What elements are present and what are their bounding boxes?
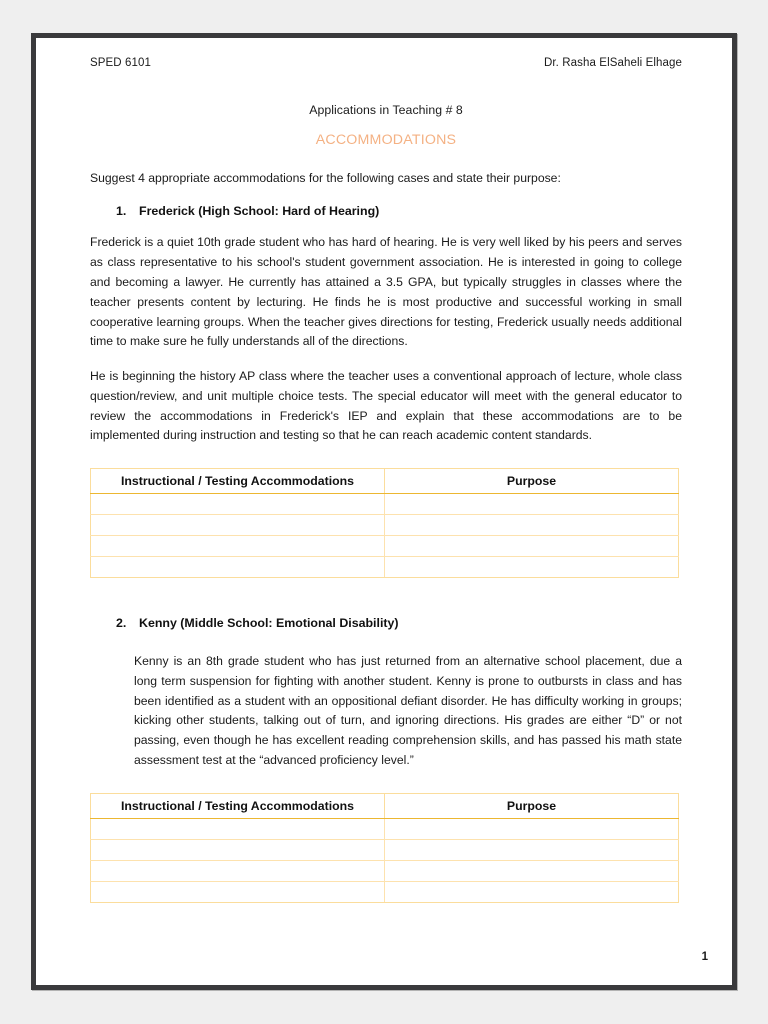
- cell-accommodation[interactable]: [91, 881, 385, 902]
- table-header-row: [91, 793, 679, 818]
- column-header-accommodations: Instructional / Testing Accommodations: [91, 469, 385, 494]
- cell-accommodation[interactable]: [91, 860, 385, 881]
- cell-purpose[interactable]: [385, 860, 679, 881]
- accommodations-table-1: [90, 468, 679, 578]
- page-number: 1: [701, 951, 708, 963]
- page-frame: [31, 33, 737, 990]
- column-header-purpose: Purpose: [385, 469, 679, 494]
- cell-purpose[interactable]: [385, 515, 679, 536]
- column-header-purpose: Purpose: [385, 793, 679, 818]
- cell-purpose[interactable]: [385, 536, 679, 557]
- section-spacer: [90, 578, 682, 598]
- table-row[interactable]: [91, 536, 679, 557]
- case-heading-kenny: [116, 616, 682, 630]
- page-content: [90, 48, 682, 903]
- cell-purpose[interactable]: [385, 818, 679, 839]
- case-number-2: 2.: [116, 616, 127, 631]
- instructor-name: Dr. Rasha ElSaheli Elhage: [543, 57, 682, 69]
- cell-purpose[interactable]: [385, 557, 679, 578]
- case-title-1: Frederick (High School: Hard of Hearing): [139, 204, 380, 219]
- course-code: SPED 6101: [90, 57, 151, 69]
- cell-purpose[interactable]: [385, 494, 679, 515]
- table-header-row: [91, 469, 679, 494]
- cell-accommodation[interactable]: [91, 536, 385, 557]
- running-head: [90, 48, 682, 69]
- case-2-paragraph-1: Kenny is an 8th grade student who has just returned from an alternative school placement, due a long term suspension for fighting with another student. Kenny is prone to outbursts in class and has been identified as a student with an oppositional defiant disorder. He has difficulty working in groups; kicking other students, talking out of turn, and ignoring directions. His grades are either “D” or not passing, even though he has excellent reading comprehension skills, and has passed his math state assessment test at the “advanced proficiency level.”: [134, 654, 682, 767]
- case-heading-frederick: [116, 204, 682, 218]
- table-row[interactable]: [91, 494, 679, 515]
- accommodations-table-2: [90, 793, 679, 903]
- cell-accommodation[interactable]: [91, 494, 385, 515]
- cell-purpose[interactable]: [385, 839, 679, 860]
- case-1-paragraph-2: He is beginning the history AP class where the teacher uses a conventional approach of lecture, whole class question/review, and unit multiple choice tests. The special educator will meet with the general educator to review the accommodations in Frederick's IEP and explain that these accommodations are to be implemented during instruction and testing so that he can reach academic content standards.: [90, 369, 682, 443]
- cell-accommodation[interactable]: [91, 818, 385, 839]
- instruction-text: Suggest 4 appropriate accommodations for the following cases and state their purpose:: [90, 171, 561, 185]
- page-sheet: [36, 38, 732, 985]
- document-title: Applications in Teaching # 8: [309, 103, 463, 117]
- cell-accommodation[interactable]: [91, 839, 385, 860]
- case-number-1: 1.: [116, 204, 127, 219]
- document-subtitle: ACCOMMODATIONS: [315, 132, 457, 148]
- case-title-2: Kenny (Middle School: Emotional Disability): [139, 616, 399, 631]
- table-row[interactable]: [91, 818, 679, 839]
- cell-accommodation[interactable]: [91, 515, 385, 536]
- cell-accommodation[interactable]: [91, 557, 385, 578]
- table-row[interactable]: [91, 557, 679, 578]
- case-1-paragraph-1: Frederick is a quiet 10th grade student who has hard of hearing. He is very well liked by his peers and serves as class representative to his school's student government association. He is interested in going to college and becoming a lawyer. He currently has attained a 3.5 GPA, but typically struggles in classes where the teacher presents content by lecturing. He finds he is most productive and successful working in small cooperative learning groups. When the teacher gives directions for testing, Frederick usually needs additional time to make sure he fully understands all of the directions.: [90, 235, 682, 349]
- table-row[interactable]: [91, 881, 679, 902]
- table-row[interactable]: [91, 860, 679, 881]
- cell-purpose[interactable]: [385, 881, 679, 902]
- column-header-accommodations: Instructional / Testing Accommodations: [91, 793, 385, 818]
- table-row[interactable]: [91, 515, 679, 536]
- table-row[interactable]: [91, 839, 679, 860]
